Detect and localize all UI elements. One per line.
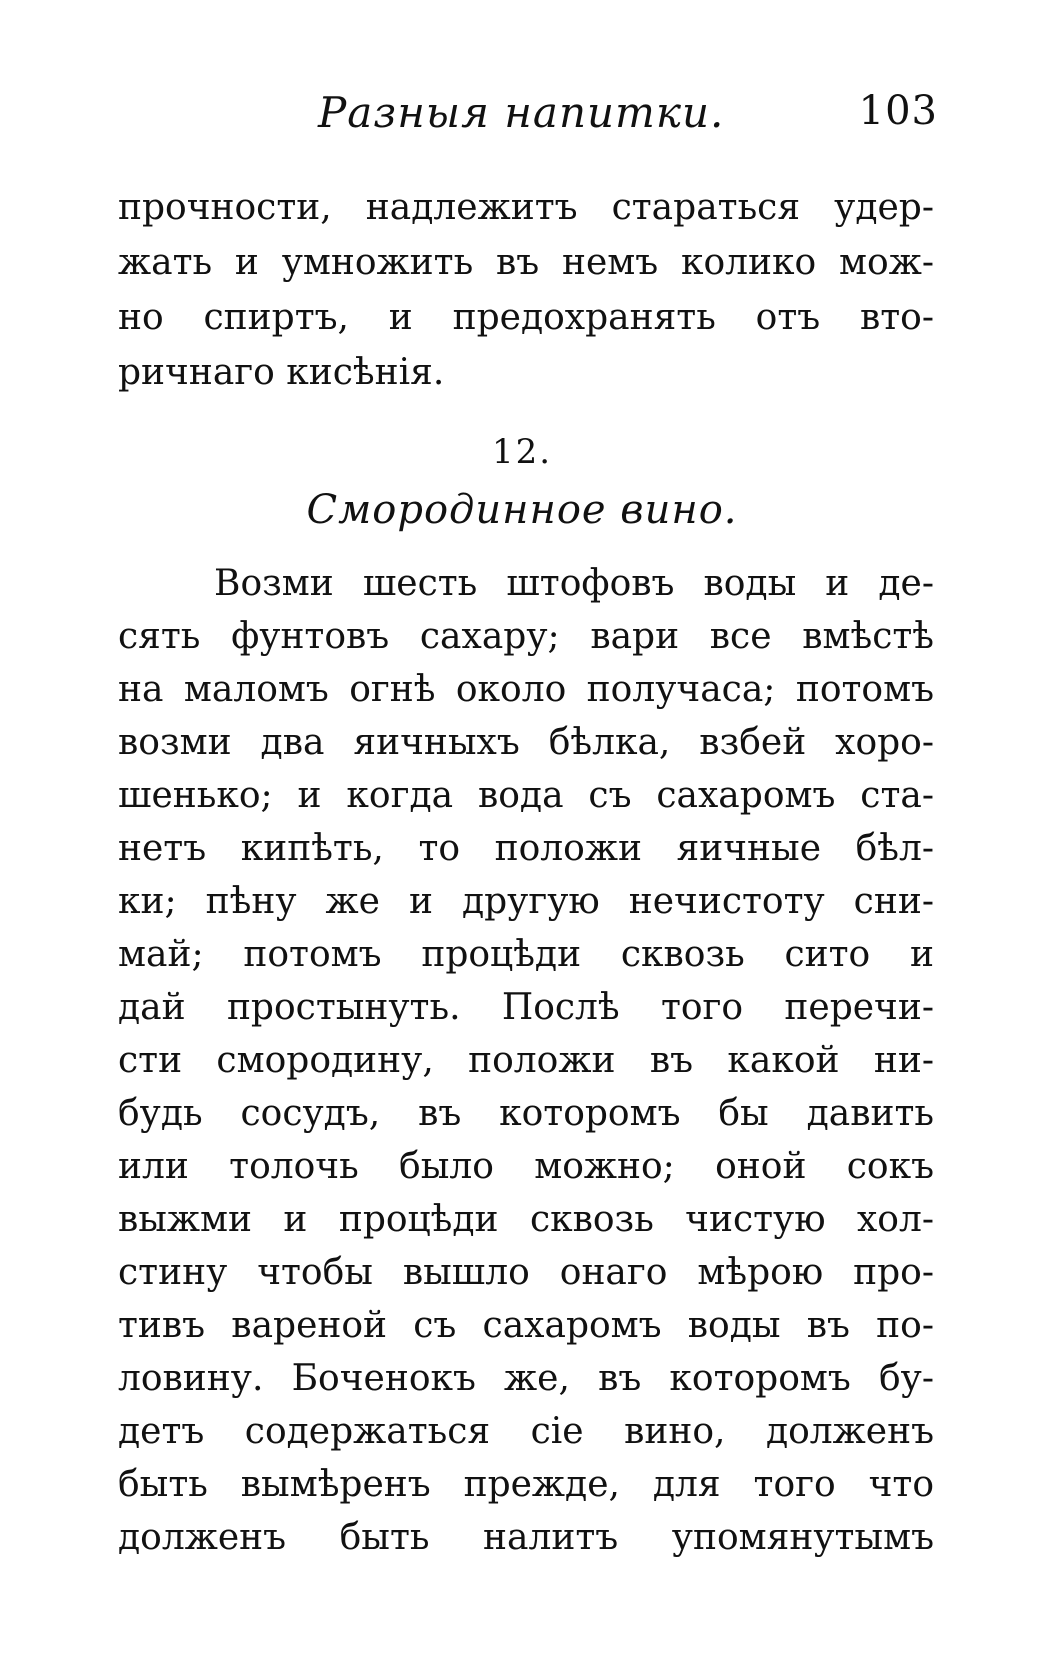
text-line: возми два яичныхъ бѣлка, взбей хоро-: [118, 722, 934, 763]
text-line: шенько; и когда вода съ сахаромъ ста-: [118, 775, 934, 816]
page-number: 103: [858, 88, 938, 134]
text-line: май; потомъ процѣди сквозь сито и: [118, 934, 934, 975]
section-number: 12.: [491, 432, 553, 472]
running-title: Разныя напитки.: [318, 88, 725, 137]
text-line: на маломъ огнѣ около получаса; потомъ: [118, 669, 934, 710]
text-line: сти смородину, положи въ какой ни-: [118, 1040, 934, 1081]
text-line: быть вымѣренъ прежде, для того что: [118, 1464, 934, 1505]
text-line: Возми шесть штофовъ воды и де-: [214, 563, 934, 604]
text-line: стину чтобы вышло онаго мѣрою про-: [118, 1252, 934, 1293]
text-line: тивъ вареной съ сахаромъ воды въ по-: [118, 1305, 934, 1346]
text-line: сять фунтовъ сахару; вари все вмѣстѣ: [118, 616, 934, 657]
text-line: прочности, надлежитъ стараться удер-: [118, 187, 934, 228]
text-line: будь сосудъ, въ которомъ бы давить: [118, 1093, 934, 1134]
text-line: дай простынуть. Послѣ того перечи-: [118, 987, 934, 1028]
running-head: [118, 88, 938, 148]
text-line: долженъ быть налитъ упомянутымъ: [118, 1517, 934, 1558]
text-line: жать и умножить въ немъ колико мож-: [118, 242, 934, 283]
text-line: ловину. Боченокъ же, въ которомъ бу-: [118, 1358, 934, 1399]
text-line: нетъ кипѣть, то положи яичные бѣл-: [118, 828, 934, 869]
text-line: или толочь было можно; оной сокъ: [118, 1146, 934, 1187]
section-title: Смородинное вино.: [306, 487, 738, 533]
text-line: ричнаго кисѣнія.: [118, 352, 445, 393]
text-line: но спиртъ, и предохранять отъ вто-: [118, 297, 934, 338]
text-line: выжми и процѣди сквозь чистую хол-: [118, 1199, 934, 1240]
text-line: детъ содержаться сіе вино, долженъ: [118, 1411, 934, 1452]
text-line: ки; пѣну же и другую нечистоту сни-: [118, 881, 934, 922]
